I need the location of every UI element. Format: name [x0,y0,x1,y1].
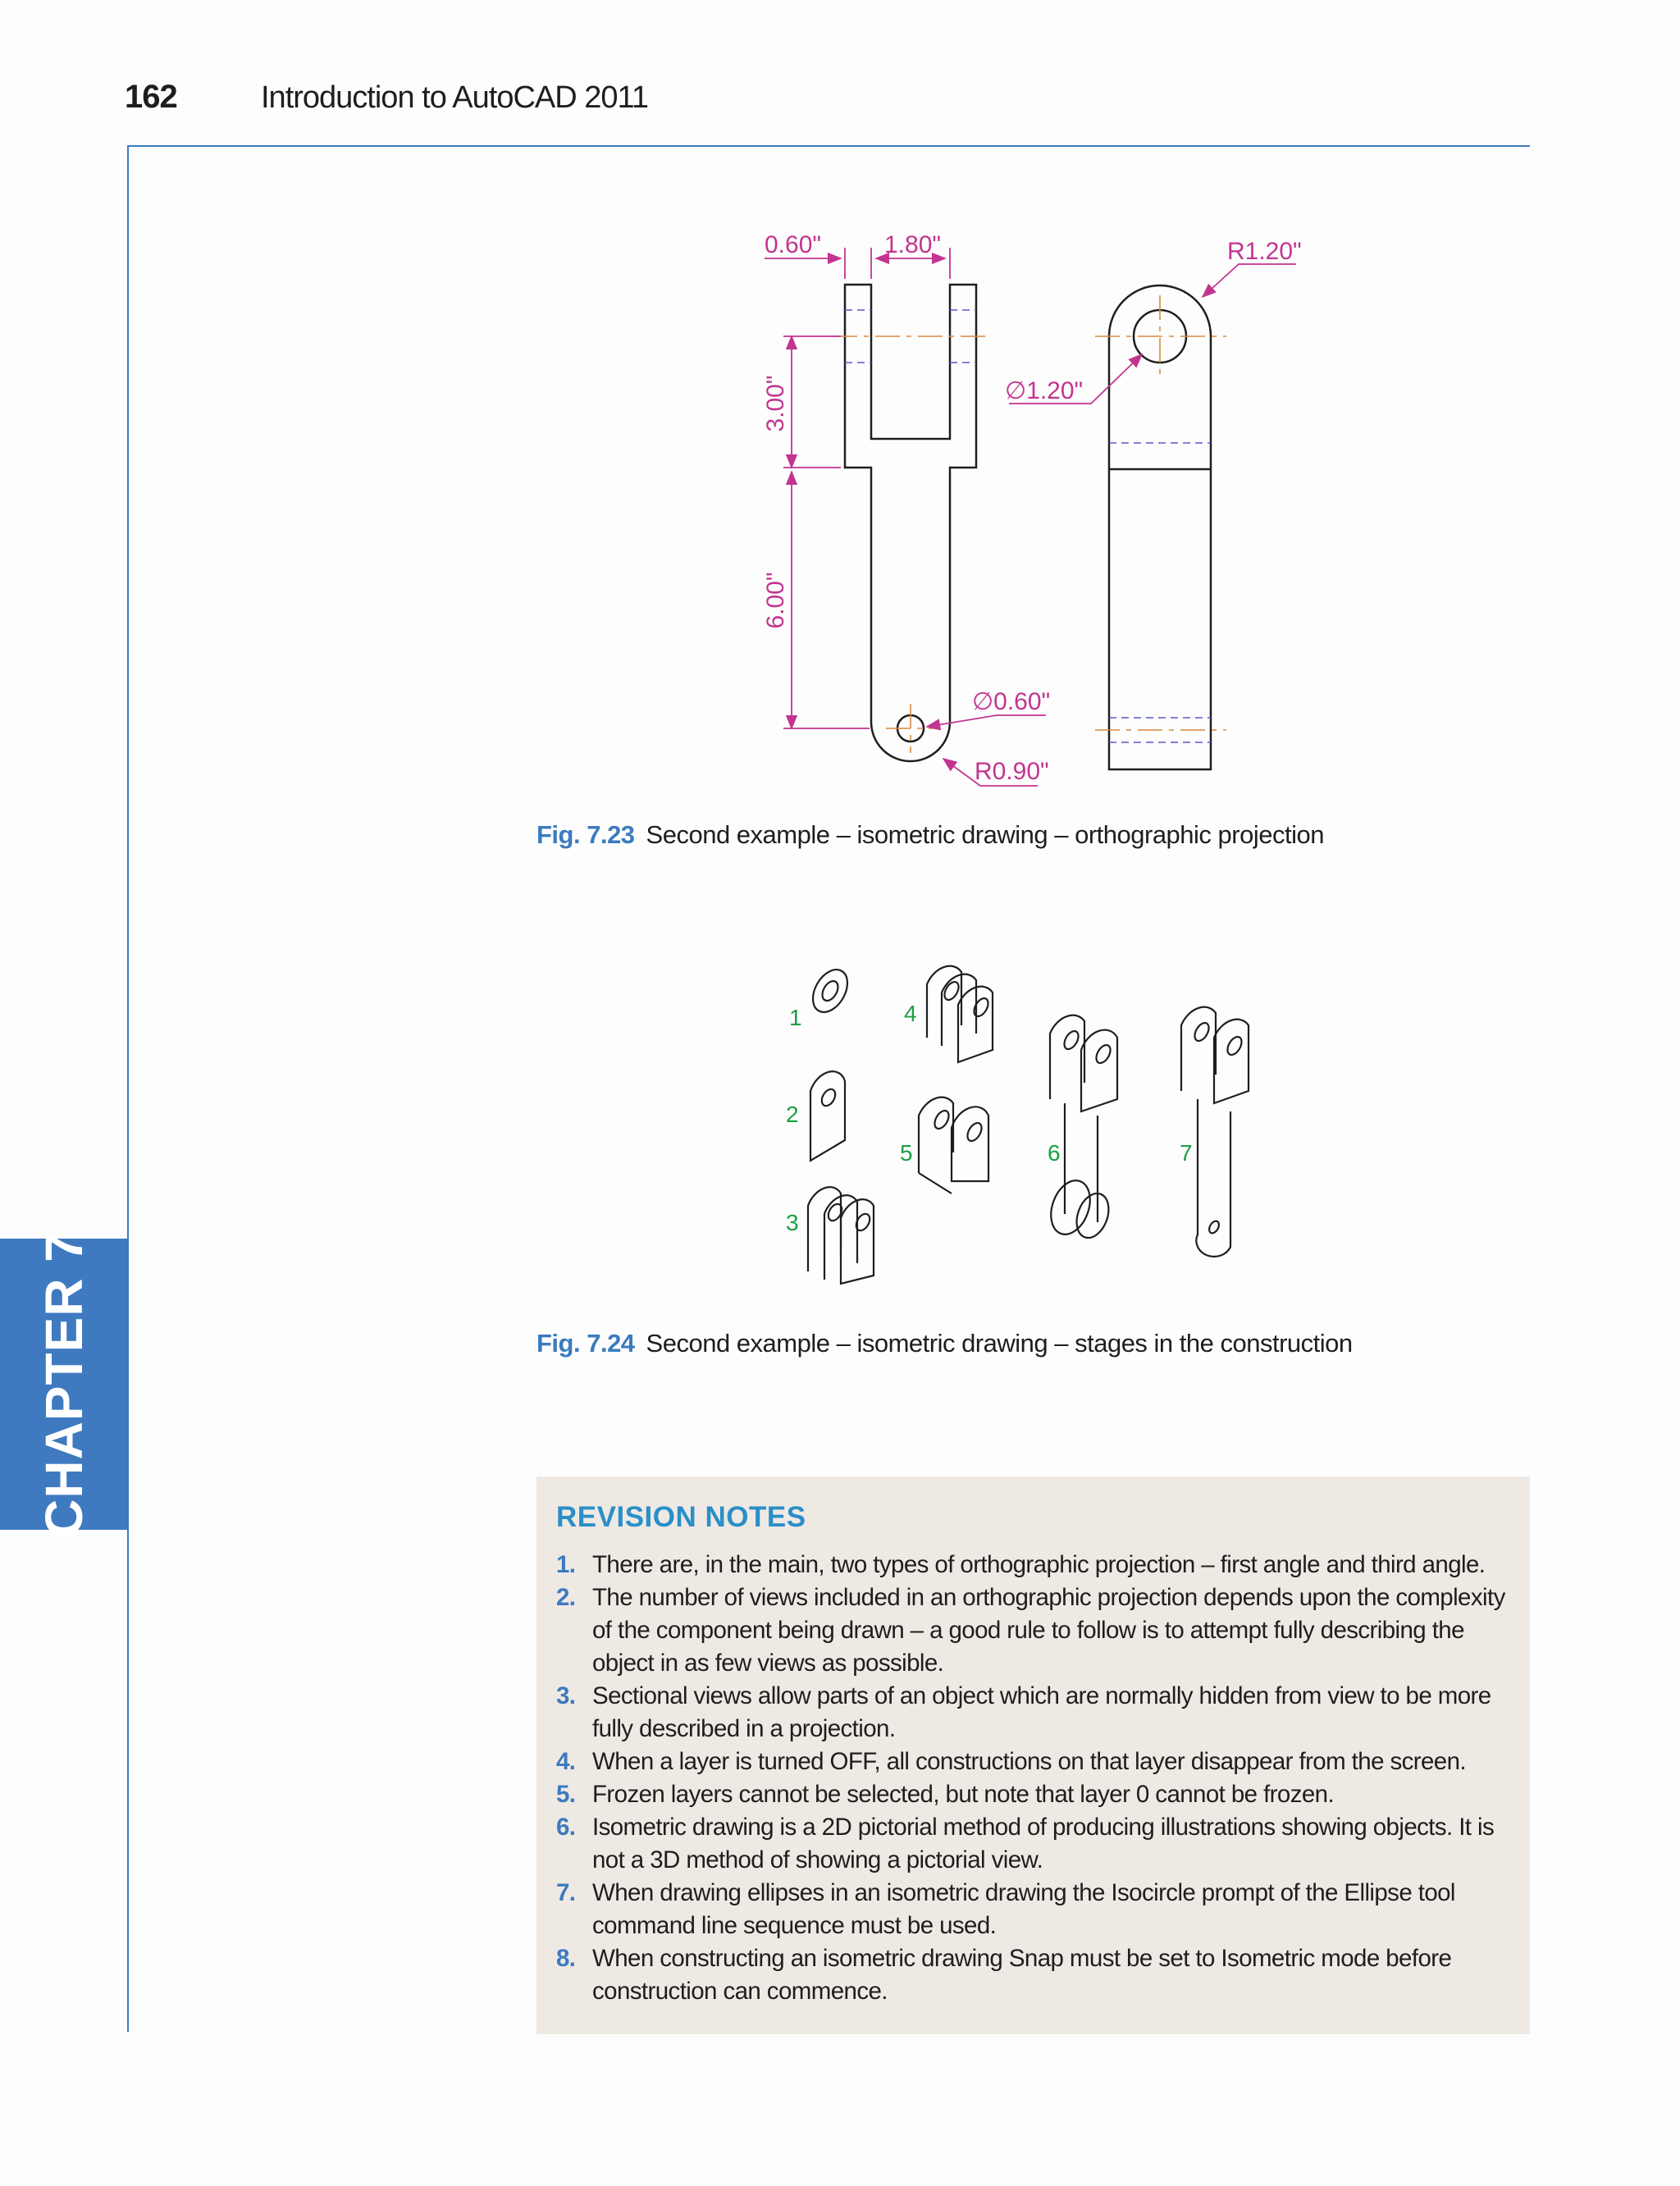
figure-orthographic-projection [738,213,1329,804]
list-item [556,1778,1510,1811]
item-text: Isometric drawing is a 2D pictorial method of producing illustrations showing objects. It is not a 3D method of showing a pictorial view. [592,1814,1495,1873]
figure-caption-7-23 [536,820,1324,850]
item-number: 1. [556,1551,576,1578]
revision-notes-heading: REVISION NOTES [556,1501,806,1533]
revision-notes-list [556,1549,1510,2008]
item-number: 8. [556,1945,576,1972]
page-number: 162 [125,79,177,115]
list-item [556,1942,1510,2008]
front-view [845,285,976,761]
item-text: When drawing ellipses in an isometric drawing the Isocircle prompt of the Ellipse tool command line sequence must be used. [592,1879,1455,1939]
figure-caption-7-24 [536,1329,1353,1358]
header-rule [127,145,1530,147]
dimension-radius-top: R1.20" [1227,238,1302,265]
book-title: Introduction to AutoCAD 2011 [261,80,648,115]
item-number: 6. [556,1814,576,1841]
dimension-radius-bottom: R0.90" [975,758,1049,785]
item-number: 7. [556,1879,576,1906]
item-number: 4. [556,1748,576,1775]
item-text: There are, in the main, two types of orthographic projection – first angle and third angle. [592,1551,1486,1578]
dimension-width-arm: 0.60" [765,231,822,258]
stage-label-4: 4 [904,1001,917,1026]
dimension-hole-large: ∅1.20" [1005,377,1084,404]
item-text: The number of views included in an orthographic projection depends upon the complexity of the component being drawn – a good rule to follow is to attempt fully describing the object in as few views as possible. [592,1584,1505,1677]
item-number: 5. [556,1781,576,1808]
item-text: When constructing an isometric drawing Snap must be set to Isometric mode before construction can commence. [592,1945,1452,2005]
figure-caption-text: Second example – isometric drawing – orthographic projection [646,820,1324,849]
chapter-tab [0,1231,127,1537]
item-text: Sectional views allow parts of an object which are normally hidden from view to be more fully described in a projection. [592,1682,1491,1742]
stage-label-5: 5 [900,1140,913,1166]
list-item [556,1877,1510,1942]
figure-label: Fig. 7.23 [536,820,635,849]
stage-label-7: 7 [1180,1140,1193,1166]
item-number: 3. [556,1682,576,1709]
item-text: When a layer is turned OFF, all constructions on that layer disappear from the screen. [592,1748,1467,1775]
list-item [556,1581,1510,1680]
chapter-tab-label: CHAPTER 7 [34,1231,94,1537]
list-item [556,1680,1510,1746]
stage-label-3: 3 [786,1210,799,1235]
item-number: 2. [556,1584,576,1611]
list-item [556,1746,1510,1778]
dimension-shank-length: 6.00" [762,572,789,629]
dimension-slot-depth: 3.00" [762,375,789,432]
stage-label-1: 1 [789,1005,802,1030]
list-item [556,1811,1510,1877]
dimension-hole-small: ∅0.60" [972,688,1051,715]
dimension-slot-width: 1.80" [884,231,942,258]
item-text: Frozen layers cannot be selected, but note that layer 0 cannot be frozen. [592,1781,1335,1808]
margin-rule [127,145,129,2032]
list-item [556,1549,1510,1581]
stage-label-6: 6 [1048,1140,1061,1166]
figure-label: Fig. 7.24 [536,1329,635,1358]
figure-caption-text: Second example – isometric drawing – stages in the construction [646,1329,1353,1358]
revision-notes-box [536,1476,1530,2034]
figure-construction-stages [771,952,1312,1296]
stage-label-2: 2 [786,1102,799,1127]
